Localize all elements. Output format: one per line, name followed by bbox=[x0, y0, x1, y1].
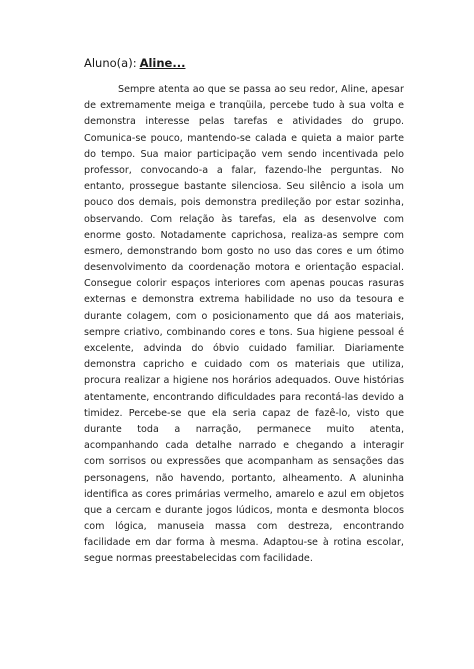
student-label: Aluno(a): bbox=[84, 56, 137, 70]
report-line: entanto, prossegue bastante silenciosa. Seu silêncio a isola um bbox=[84, 181, 404, 193]
report-line: com lógica, manuseia massa com destreza, encontrando bbox=[84, 521, 404, 533]
report-line: com sorrisos ou expressões que acompanham as sensações das bbox=[84, 456, 404, 468]
report-line: identifica as cores primárias vermelho, amarelo e azul em objetos bbox=[84, 488, 404, 500]
report-line: sempre criativo, combinando cores e tons. Sua higiene pessoal é bbox=[84, 326, 404, 338]
student-name: Aline... bbox=[139, 56, 186, 70]
report-line: segue normas preestabelecidas com facilidade. bbox=[84, 553, 313, 565]
report-line: personagens, não havendo, portanto, alheamento. A aluninha bbox=[84, 472, 404, 484]
report-line: demonstra capricho e cuidado com os materiais que utiliza, bbox=[84, 359, 404, 371]
report-body bbox=[84, 82, 404, 568]
report-line: desenvolvimento da coordenação motora e orientação espacial. bbox=[84, 262, 404, 274]
report-line: durante toda a narração, permanece muito atenta, bbox=[84, 423, 404, 435]
report-line: observando. Com relação às tarefas, ela as desenvolve com bbox=[84, 213, 404, 225]
report-line: atentamente, encontrando dificuldades para recontá-las devido a bbox=[84, 391, 404, 403]
report-line: Consegue colorir espaços interiores com apenas poucas rasuras bbox=[84, 278, 404, 290]
report-line: facilidade em dar forma à mesma. Adaptou-se à rotina escolar, bbox=[84, 537, 404, 549]
student-header bbox=[84, 56, 185, 70]
report-line: timidez. Percebe-se que ela seria capaz de fazê-lo, visto que bbox=[84, 407, 404, 419]
report-line: pouco dos demais, pois demonstra predileção por estar sozinha, bbox=[84, 197, 404, 209]
report-line: demonstra interesse pelas tarefas e atividades do grupo. bbox=[84, 116, 404, 128]
report-line: durante colagem, com o posicionamento que dá aos materiais, bbox=[84, 310, 404, 322]
report-line: Sempre atenta ao que se passa ao seu redor, Aline, apesar bbox=[118, 84, 404, 95]
report-line: do tempo. Sua maior participação vem sendo incentivada pelo bbox=[84, 148, 404, 160]
report-line: procura realizar a higiene nos horários adequados. Ouve histórias bbox=[84, 375, 404, 387]
report-line: excelente, advinda do óbvio cuidado familiar. Diariamente bbox=[84, 343, 404, 354]
report-line: enorme gosto. Notadamente caprichosa, realiza-as sempre com bbox=[84, 229, 404, 241]
report-line: que a cercam e durante jogos lúdicos, monta e desmonta blocos bbox=[84, 504, 404, 516]
report-line: acompanhando cada detalhe narrado e chegando a interagir bbox=[84, 440, 404, 452]
report-line: esmero, demonstrando bom gosto no uso das cores e um ótimo bbox=[84, 245, 404, 257]
report-line: de extremamente meiga e tranqüila, percebe tudo à sua volta e bbox=[84, 100, 404, 112]
report-line: externas e demonstra extrema habilidade no uso da tesoura e bbox=[84, 294, 404, 306]
report-line: Comunica-se pouco, mantendo-se calada e quieta a maior parte bbox=[84, 132, 404, 144]
report-line: professor, convocando-a a falar, fazendo-lhe perguntas. No bbox=[84, 164, 404, 176]
